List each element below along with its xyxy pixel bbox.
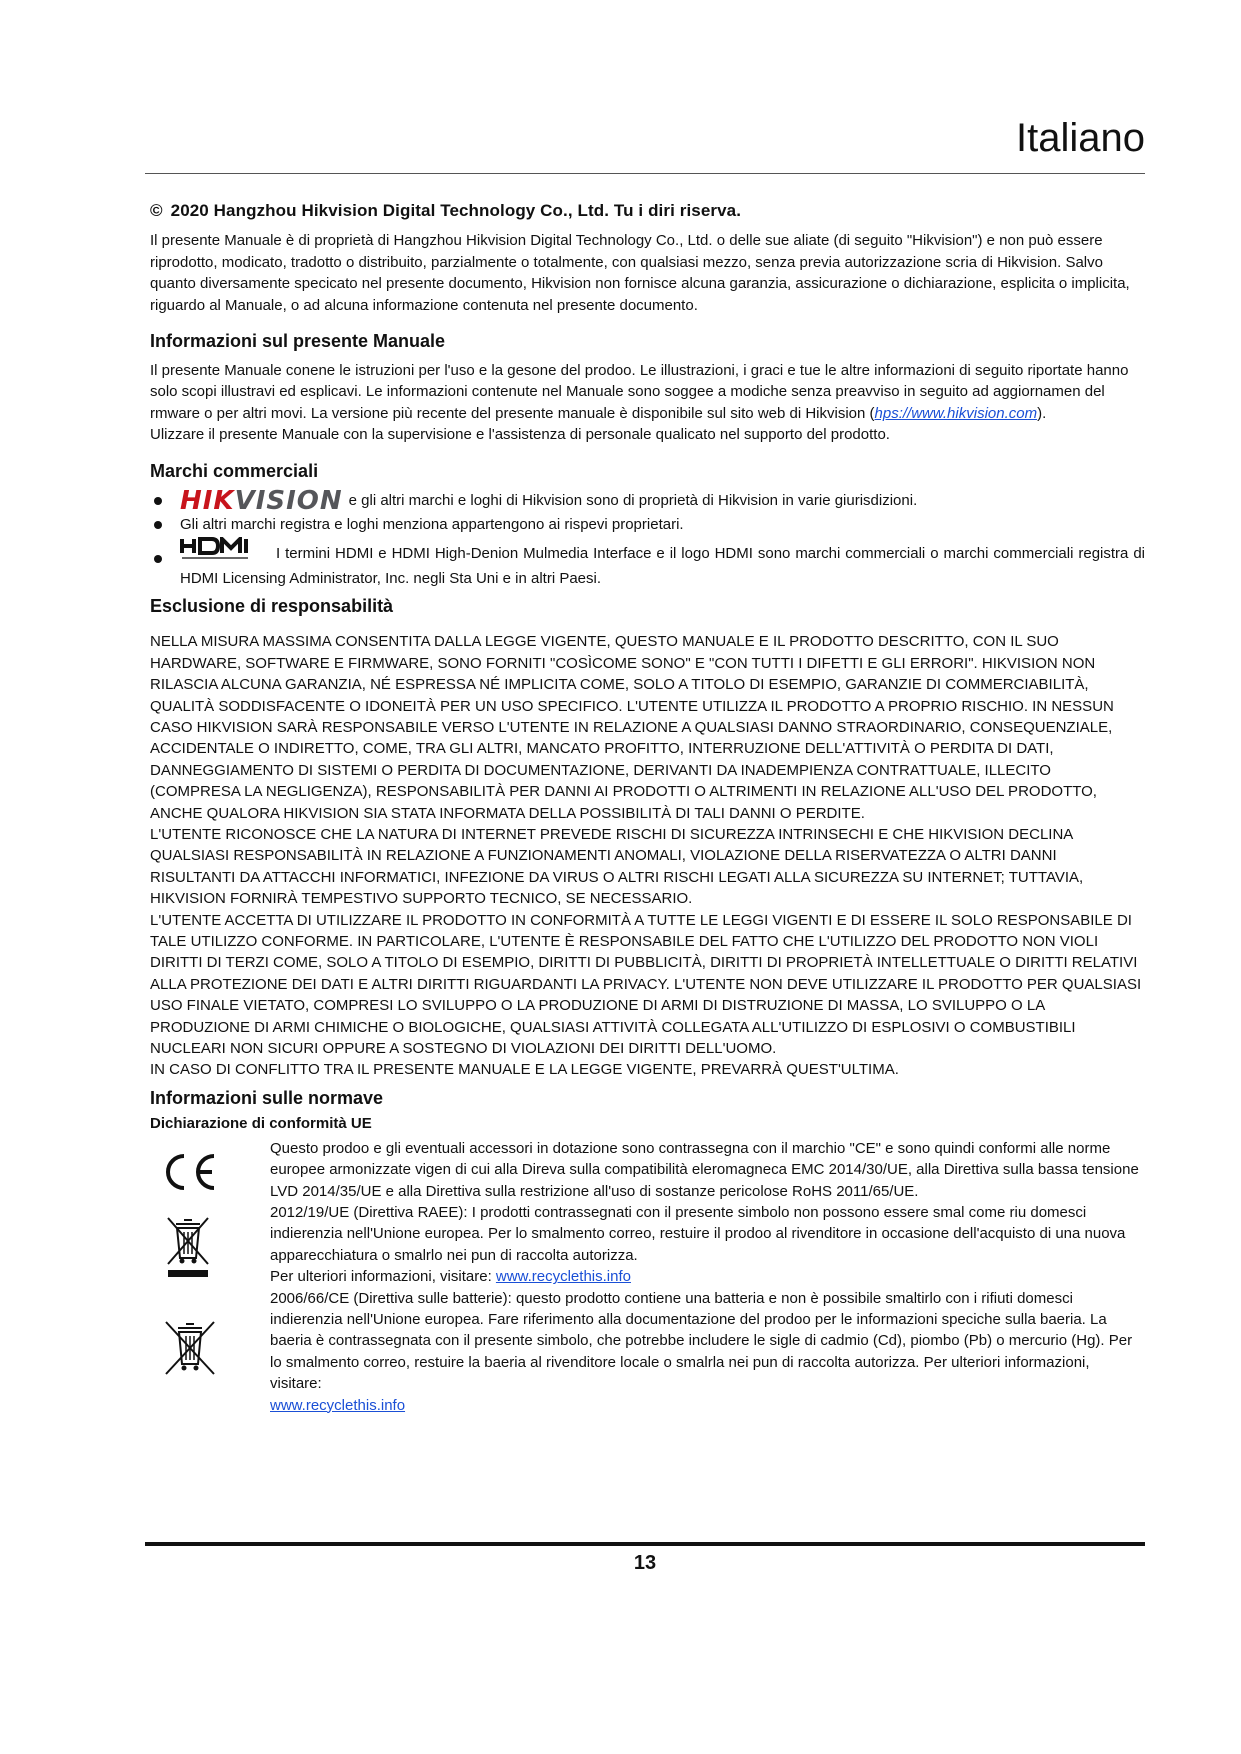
disclaimer-paragraph: L'UTENTE ACCETTA DI UTILIZZARE IL PRODOTTO IN CONFORMITÀ A TUTTE LE LEGGI VIGENTI E DI ESSERE IL SOLO RESPONSABILE DI TALE UTILIZZO CONFORME. IN PARTICOLARE, L'UTENTE È RESPONSABILE DEL FATTO CHE L'UTILIZZO DEL PRODOTTO NON VIOLI DIRITTI DI TERZI COME, SOLO A TITOLO DI ESEMPIO, DIRITTI DI PUBBLICITÀ, DIRITTI DI PROPRIETÀ INTELLETTUALE O DIRITTI RELATIVI ALLA PROTEZIONE DEI DATI E ALTRI DIRITTI RIGUARDANTI LA PRIVACY. L'UTENTE NON DEVE UTILIZZARE IL PRODOTTO PER QUALSIASI USO FINALE VIETATO, COMPRESI LO SVILUPPO O LA PRODUZIONE DI ARMI DI DISTRUZIONE DI MASSA, LO SVILUPPO O LA PRODUZIONE DI ARMI CHIMICHE O BIOLOGICHE, QUALSIASI ATTIVITÀ COLLEGATA ALL'UTILIZZO DI ESPLOSIVI O COMBUSTIBILI NUCLEARI NON SICURI OPPURE A SOSTEGNO DI VIOLAZIONI DEI DIRITTI DELL'UOMO. — [150, 911, 1142, 1057]
copyright-symbol: © — [150, 201, 163, 220]
copyright-line — [150, 200, 1145, 221]
bullet-icon — [154, 521, 162, 529]
about-text-end: ). — [1037, 404, 1047, 422]
weee-text: 2012/19/UE (Direttiva RAEE): I prodotti contrassegnati con il presente simbolo non possono essere smal come riu domesci indierenzia nell'Unione europea. Per lo smalmento correo, restuire il prodoo al rivenditore in occasione dell'acquisto di una nuova apparecchiatura o smalrlo nei pun di raccolta autorizza. — [270, 1204, 1126, 1264]
weee-bin-icon — [160, 1214, 216, 1286]
document-body — [150, 200, 1145, 1416]
about-text: Il presente Manuale conene le istruzioni per l'uso e la gesone del prodoo. Le illustrazioni, i graci e tue le altre informazioni di seguito riportate hanno solo scopi illustravi ed esplicavi. Le informazioni contenute nel Manuale sono soggee a modiche senza preavviso in seguito ad aggiornamen del rmware o per altri movi. La versione più recente del presente manuale è disponibile sul sito web di Hikvision ( — [150, 362, 1129, 422]
page-number: 13 — [633, 1552, 657, 1574]
trademark-item-hdmi — [150, 543, 1145, 589]
bullet-icon — [154, 497, 162, 505]
page-header-language: Italiano — [1016, 116, 1145, 160]
battery-text: 2006/66/CE (Direttiva sulle batterie): questo prodotto contiene una batteria e non è possibile smaltirlo con i rifiuti domesci indierenzia nell'Unione europea. Fare riferimento alla documentazione del prodoo per le informazioni speciche sulla baeria. La baeria è contrassegnata con il presente simbolo, che potrebbe includere le sigle di cadmio (Cd), piombo (Pb) o mercurio (Hg). Per lo smalmento correo, restuire la baeria al rivenditore locale o smalrla nei pun di raccolta autorizza. Per ulteriori informazioni, visitare: — [270, 1289, 1133, 1393]
regulatory-heading: Informazioni sulle normave — [150, 1087, 384, 1108]
trademarks-list — [150, 485, 1145, 590]
disclaimer-paragraph: IN CASO DI CONFLITTO TRA IL PRESENTE MANUALE E LA LEGGE VIGENTE, PREVARRÀ QUEST'ULTIMA. — [150, 1061, 899, 1079]
disclaimer-paragraph: NELLA MISURA MASSIMA CONSENTITA DALLA LEGGE VIGENTE, QUESTO MANUALE E IL PRODOTTO DESCRITTO, CON IL SUO HARDWARE, SOFTWARE E FIRMWARE, SONO FORNITI "COSÌCOME SONO" E "CON TUTTI I DIFETTI E GLI ERRORI". HIKVISION NON RILASCIA ALCUNA GARANZIA, NÉ ESPRESSA NÉ IMPLICITA COME, SOLO A TITOLO DI ESEMPIO, GARANZIE DI COMMERCIABILITÀ, QUALITÀ SODDISFACENTE O IDONEITÀ PER UN USO SPECIFICO. L'UTENTE UTILIZZA IL PRODOTTO A PROPRIO RISCHIO. IN NESSUN CASO HIKVISION SARÀ RESPONSABILE VERSO L'UTENTE IN RELAZIONE A QUALSIASI DANNO STRAORDINARIO, CONSEQUENZIALE, ACCIDENTALE O INDIRETTO, COME, TRA GLI ALTRI, MANCATO PROFITTO, INTERRUZIONE DELL'ATTIVITÀ O PERDITA DI DATI, DANNEGGIAMENTO DI SISTEMI O PERDITA DI DOCUMENTAZIONE, DERIVANTI DA INADEMPIENZA CONTRATTUALE, ILLECITO (COMPRESA LA NEGLIGENZA), RESPONSABILITÀ PER DANNI AI PRODOTTI O ALTRIMENTI IN RELAZIONE ALL'USO DEL PRODOTTO, ANCHE QUALORA HIKVISION SIA STATA INFORMATA DELLA POSSIBILITÀ DI TALI DANNI O PERDITE. — [150, 633, 1114, 822]
hikvision-logo: HIKVISION — [180, 485, 343, 516]
weee-row — [150, 1202, 1145, 1288]
trademark-text-3: I termini HDMI e HDMI High-Denion Mulmedia Interface e il logo HDMI sono marchi commerciali o marchi commerciali registra di HDMI Licensing Administrator, Inc. negli Sta Uni e in altri Paesi. — [180, 545, 1145, 587]
ce-row — [150, 1138, 1145, 1202]
about-paragraph — [150, 360, 1145, 424]
header-divider — [145, 173, 1145, 174]
disclaimer-heading: Esclusione di responsabilità — [150, 596, 394, 617]
bullet-icon — [154, 555, 162, 563]
trademark-item-hikvision — [150, 485, 1145, 516]
trademark-text-2: Gli altri marchi registra e loghi menziona appartengono ai rispevi proprietari. — [180, 516, 684, 534]
ce-text: Questo prodoo e gli eventuali accessori in dotazione sono contrassegna con il marchio "CE" e sono quindi conformi alle norme europee armonizzate vigen di cui alla Direva sulla compatibilità eleromagneca EMC 2014/30/UE, alla Direttiva sulla bassa tensione LVD 2014/35/UE e alla Direttiva sulla restrizione all'uso di sostanze pericolose RoHS 2011/65/UE. — [270, 1139, 1139, 1200]
eu-conformity-heading: Dichiarazione di conformità UE — [150, 1114, 372, 1132]
battery-row — [150, 1288, 1145, 1416]
trademarks-heading: Marchi commerciali — [150, 460, 319, 481]
about-note: Ulizzare il presente Manuale con la supervisione e l'assistenza di personale qualicato nel supporto del prodotto. — [150, 426, 890, 444]
trademark-text-1: e gli altri marchi e loghi di Hikvision sono di proprietà di Hikvision in varie giurisdizioni. — [348, 491, 918, 509]
ce-mark-icon — [160, 1152, 220, 1198]
recyclethis-link[interactable]: www.recyclethis.info — [495, 1268, 631, 1286]
disclaimer-paragraph: L'UTENTE RICONOSCE CHE LA NATURA DI INTERNET PREVEDE RISCHI DI SICUREZZA INTRINSECHI E CHE HIKVISION DECLINA QUALSIASI RESPONSABILITÀ IN RELAZIONE A FUNZIONAMENTI ANOMALI, VIOLAZIONE DELLA RISERVATEZZA O ALTRI DANNI RISULTANTI DA ATTACCHI INFORMATICI, INFEZIONE DA VIRUS O ALTRI RISCHI LEGATI ALLA SICUREZZA SU INTERNET; TUTTAVIA, HIKVISION FORNIRÀ TEMPESTIVO SUPPORTO TECNICO, SE NECESSARIO. — [150, 825, 1084, 908]
hdmi-logo — [180, 537, 262, 567]
weee-more-info: Per ulteriori informazioni, visitare: www.recyclethis.info — [270, 1268, 631, 1286]
copyright-text: 2020 Hangzhou Hikvision Digital Technology Co., Ltd. Tu i diri riserva. — [170, 201, 742, 220]
hikvision-website-link[interactable]: hps://www.hikvision.com — [874, 404, 1038, 422]
disclaimer-body — [150, 631, 1145, 1081]
intro-paragraph: Il presente Manuale è di proprietà di Hangzhou Hikvision Digital Technology Co., Ltd. o delle sue aliate (di seguito "Hikvision") e non può essere riprodotto, modicato, tradotto o distribuito, parzialmente o totalmente, con qualsiasi mezzo, senza previa autorizzazione scria di Hikvision. Salvo quanto diversamente specicato nel presente documento, Hikvision non fornisce alcuna garanzia, assicurazione o dichiarazione, esplicita o implicita, riguardo al Manuale, o ad alcuna informazione contenuta nel presente documento. — [150, 232, 1130, 314]
footer-divider — [145, 1542, 1145, 1546]
recyclethis-link-battery[interactable]: www.recyclethis.info — [270, 1396, 406, 1414]
about-heading: Informazioni sul presente Manuale — [150, 331, 446, 352]
battery-more-info — [270, 1395, 1145, 1416]
battery-bin-icon — [160, 1318, 220, 1384]
trademark-item-others — [150, 514, 1145, 535]
